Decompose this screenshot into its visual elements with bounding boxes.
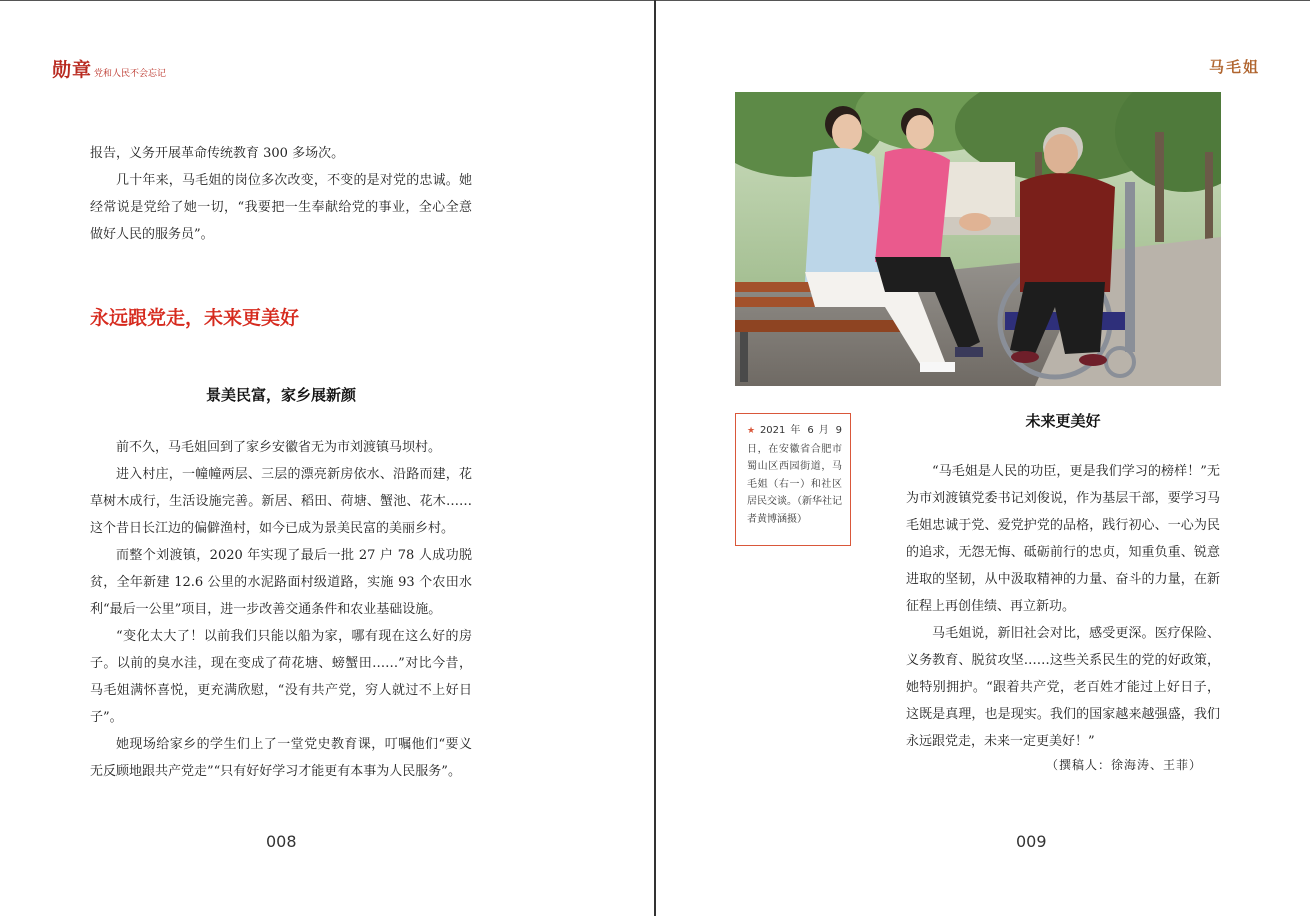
page-number: 008: [266, 832, 297, 851]
body-text-intro: [90, 140, 472, 248]
photo-caption: [735, 413, 851, 546]
body-text-main: [90, 434, 472, 785]
caption-text: 2021 年 6 月 9 日，在安徽省合肥市蜀山区西园街道，马毛姐（右一）和社区居民交谈。（新华社记者黄博涵摄）: [747, 425, 842, 525]
header-subtitle: 党和人民不会忘记: [94, 69, 167, 79]
paragraph: 前不久，马毛姐回到了家乡安徽省无为市刘渡镇马坝村。: [116, 440, 442, 455]
photo: [735, 92, 1221, 386]
subheading: 景美民富，家乡展新颜: [205, 386, 356, 404]
paragraph: 而整个刘渡镇，2020 年实现了最后一批 27 户 78 人成功脱贫，全年新建 12.6 公里的水泥路面村级道路，实施 93 个农田水利“最后一公里”项目，进一步改善交通条件和农业基础设施。: [90, 548, 472, 617]
running-header-left: [52, 55, 166, 82]
body-text: [906, 458, 1220, 755]
running-header-right: 马毛姐: [1208, 58, 1260, 76]
paragraph: “马毛姐是人民的功臣，更是我们学习的榜样！”无为市刘渡镇党委书记刘俊说，作为基层干部，要学习马毛姐忠诚于党、爱党护党的品格，践行初心、一心为民的追求，无怨无悔、砥砺前行的忠贞，知重负重、锐意进取的坚韧，从中汲取精神的力量、奋斗的力量，在新征程上再创佳绩、再立新功。: [906, 464, 1220, 614]
byline: （撰稿人：徐海涛、王菲）: [1045, 758, 1202, 772]
paragraph: 几十年来，马毛姐的岗位多次改变，不变的是对党的忠诚。她经常说是党给了她一切，“我要把一生奉献给党的事业，全心全意做好人民的服务员”。: [90, 173, 472, 242]
paragraph: 进入村庄，一幢幢两层、三层的漂亮新房依水、沿路而建，花草树木成行，生活设施完善。新居、稻田、荷塘、蟹池、花木……这个昔日长江边的偏僻渔村，如今已成为景美民富的美丽乡村。: [90, 467, 472, 536]
header-brand: 勋章: [52, 59, 93, 81]
paragraph: 她现场给家乡的学生们上了一堂党史教育课，叮嘱他们“要义无反顾地跟共产党走”“只有好好学习才能更有本事为人民服务”。: [90, 737, 472, 779]
paragraph: 报告，义务开展革命传统教育 300 多场次。: [90, 146, 345, 161]
subheading: 未来更美好: [1025, 412, 1101, 430]
right-page: [656, 0, 1310, 916]
left-page: [0, 0, 654, 916]
paragraph: 马毛姐说，新旧社会对比，感受更深。医疗保险、义务教育、脱贫攻坚……这些关系民生的党的好政策，她特别拥护。“跟着共产党，老百姓才能过上好日子，这既是真理，也是现实。我们的国家越来越强盛，我们永远跟党走，未来一定更美好！”: [906, 626, 1220, 749]
page-number: 009: [1016, 832, 1047, 851]
section-title: 永远跟党走，未来更美好: [90, 307, 300, 329]
star-icon: ★: [747, 426, 757, 436]
paragraph: “变化太大了！以前我们只能以船为家，哪有现在这么好的房子。以前的臭水洼，现在变成了荷花塘、螃蟹田……”对比今昔，马毛姐满怀喜悦，更充满欣慰，“没有共产党，穷人就过不上好日子”。: [90, 629, 472, 725]
